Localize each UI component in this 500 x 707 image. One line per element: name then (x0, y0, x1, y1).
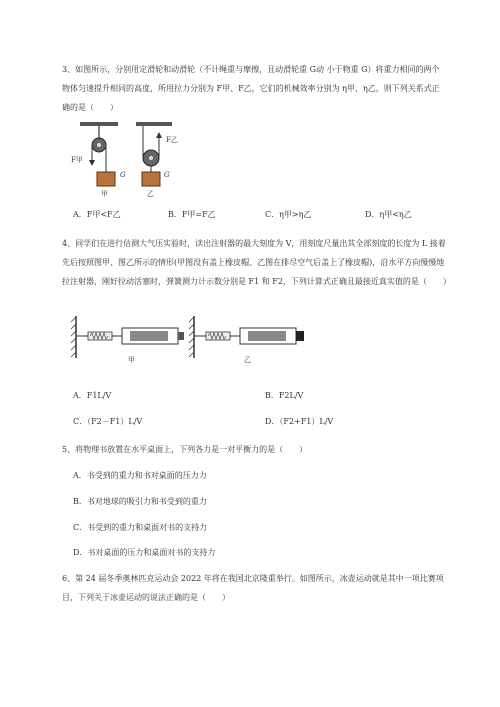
ceiling-yi (136, 122, 172, 126)
q4-option-c[interactable]: C．（F2－F1）L/V (73, 417, 143, 426)
movable-pulley-axle (149, 156, 153, 160)
caption-jia: 甲 (101, 190, 108, 198)
q3-option-a[interactable]: A．F甲<F乙 (73, 210, 121, 219)
ceiling-jia (80, 122, 118, 126)
caption-jia: 甲 (128, 356, 135, 364)
caption-yi: 乙 (147, 190, 154, 198)
fixed-pulley-axle (97, 143, 101, 147)
q3-option-b[interactable]: B．F甲=F乙 (168, 210, 216, 219)
label-f-jia: F甲 (71, 156, 83, 164)
question-4-text: 4、同学们在进行估测大气压实验时，读出注射器的最大刻度为 V，用刻度尺量出其全部刻度的长度为 L 接着先后按照图甲、图乙所示的情形(甲图没有盖上橡皮帽、乙图在排尽空气后盖上了橡皮帽)，沿水平方向慢慢地拉注射器，刚好拉动活塞时，弹簧测力计示数分别是 F1 和 F2，下列计算式正确且最接近真实值的是（ ） (62, 239, 451, 286)
label-g-yi: G (164, 171, 170, 179)
label-g-jia: G (120, 171, 126, 179)
q5-option-c[interactable]: C．书受到的重力和桌面对书的支持力 (73, 523, 208, 532)
question-4 (62, 234, 451, 291)
q5-option-a[interactable]: A．书受到的重力和书对桌面的压力力 (73, 471, 207, 480)
syringe-plunger-yi (248, 331, 286, 341)
question-5 (62, 440, 447, 459)
q5-option-b[interactable]: B．书对地球的吸引力和书受到的重力 (73, 497, 207, 506)
q5-option-d[interactable]: D．书对桌面的压力和桌面对书的支持力 (73, 548, 216, 557)
syringe-figure (70, 312, 310, 372)
question-6 (62, 569, 447, 607)
q4-option-b[interactable]: B．F2L/V (265, 391, 304, 400)
arrow-jia (89, 160, 95, 166)
syringe-diagram (70, 312, 310, 372)
syringe-tip-jia (178, 332, 184, 340)
caption-yi: 乙 (244, 356, 251, 364)
arrow-yi (156, 132, 162, 138)
question-5-text: 5、将物理书放置在水平桌面上，下列各力是一对平衡力的是（ ） (62, 445, 308, 454)
q4-option-d[interactable]: D．（F2+F1）L/V (265, 417, 334, 426)
question-3-text: 3、如图所示，分别用定滑轮和动滑轮（不计绳重与摩擦，且动滑轮重 G动 小于物重 G）将重力相同的两个物体匀速提升相同的高度，所用拉力分别为 F甲、F乙，它们的机械效率分别为 η甲、η乙，则下列关系式正确的是（ ） (62, 65, 440, 112)
pulley-diagram (70, 120, 200, 200)
q4-option-a[interactable]: A．F1L/V (73, 391, 112, 400)
q3-option-d[interactable]: D．η甲<η乙 (365, 210, 412, 219)
syringe-plunger-jia (130, 331, 168, 341)
weight-block-jia (97, 172, 115, 186)
question-3 (62, 60, 447, 117)
rubber-cap (296, 331, 304, 341)
question-6-text: 6、第 24 届冬季奥林匹克运动会 2022 年将在我国北京隆重举行。如图所示，冰壶运动就是其中一项比赛项目，下列关于冰壶运动的说法正确的是（ ） (62, 574, 444, 602)
q3-option-c[interactable]: C．η甲>η乙 (265, 210, 312, 219)
pulley-figure (70, 120, 200, 200)
weight-block-yi (142, 172, 160, 186)
label-f-yi: F乙 (166, 136, 178, 144)
